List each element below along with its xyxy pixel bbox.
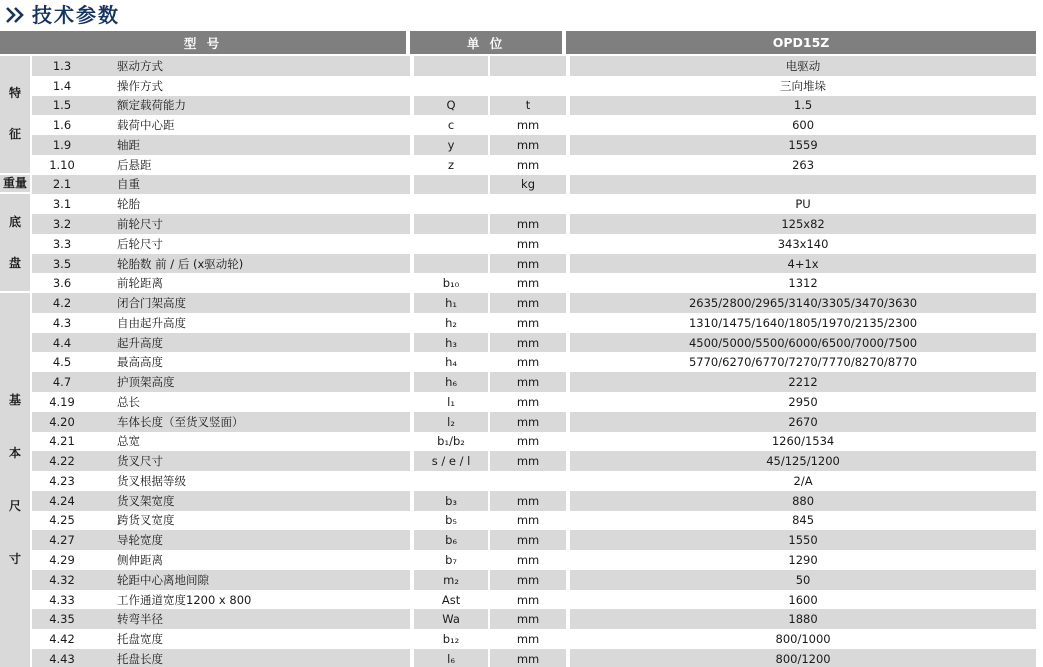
item-number: 4.4 [32,333,92,353]
item-unit: mm [488,451,566,471]
item-number: 4.32 [32,570,92,590]
item-number: 4.19 [32,392,92,412]
item-name: 车体长度（至货叉竖面） [92,412,410,432]
table-row [0,115,1036,135]
item-number: 1.6 [32,115,92,135]
item-name: 闭合门架高度 [92,293,410,313]
item-name: 导轮宽度 [92,530,410,550]
item-unit: mm [488,214,566,234]
item-unit: kg [488,175,566,195]
item-symbol: b₁₂ [410,629,488,649]
item-name: 转弯半径 [92,609,410,629]
section-title-bar [0,0,120,30]
item-symbol: c [410,115,488,135]
item-unit: mm [488,372,566,392]
item-symbol: b₁₀ [410,273,488,293]
item-number: 4.2 [32,293,92,313]
item-symbol [410,76,488,96]
header-unit: 单 位 [410,31,566,56]
table-row [0,432,1036,452]
item-unit: mm [488,550,566,570]
item-number: 4.43 [32,649,92,667]
category-char: 本 [8,445,21,460]
item-number: 3.2 [32,214,92,234]
item-unit: mm [488,629,566,649]
table-row [0,313,1036,333]
item-name: 轮胎 [92,194,410,214]
item-unit [488,471,566,491]
item-value: 600 [566,115,1036,135]
item-value [566,175,1036,195]
table-row [0,333,1036,353]
item-value: 1880 [566,609,1036,629]
category-char: 寸 [8,552,21,567]
item-number: 1.4 [32,76,92,96]
item-name: 前轮距离 [92,273,410,293]
table-row [0,451,1036,471]
item-unit: mm [488,511,566,531]
item-name: 工作通道宽度1200 x 800 [92,590,410,610]
item-value: PU [566,194,1036,214]
table-row [0,412,1036,432]
item-symbol: h₄ [410,352,488,372]
item-value: 1.5 [566,96,1036,116]
table-row [0,629,1036,649]
item-name: 跨货叉宽度 [92,511,410,531]
item-name: 总长 [92,392,410,412]
item-number: 4.24 [32,491,92,511]
category-char: 底 [8,214,21,229]
item-value: 5770/6270/6770/7270/7770/8270/8770 [566,352,1036,372]
item-number: 4.42 [32,629,92,649]
item-number: 1.9 [32,135,92,155]
category-label [0,56,32,175]
item-symbol [410,175,488,195]
item-symbol [410,254,488,274]
item-symbol: b₅ [410,511,488,531]
item-number: 3.3 [32,234,92,254]
item-unit: mm [488,649,566,667]
item-unit: mm [488,234,566,254]
item-symbol: l₆ [410,649,488,667]
item-value: 845 [566,511,1036,531]
item-number: 4.33 [32,590,92,610]
item-symbol: l₁ [410,392,488,412]
item-number: 3.5 [32,254,92,274]
table-row [0,590,1036,610]
item-symbol: Ast [410,590,488,610]
table-row [0,491,1036,511]
table-row [0,550,1036,570]
item-number: 4.29 [32,550,92,570]
item-value: 4+1x [566,254,1036,274]
item-value: 2950 [566,392,1036,412]
item-value: 50 [566,570,1036,590]
item-value: 880 [566,491,1036,511]
item-number: 1.5 [32,96,92,116]
item-value: 2212 [566,372,1036,392]
table-row [0,96,1036,116]
item-symbol [410,56,488,76]
table-row [0,273,1036,293]
item-value: 343x140 [566,234,1036,254]
item-name: 载荷中心距 [92,115,410,135]
table-row [0,234,1036,254]
item-unit: mm [488,570,566,590]
item-name: 货叉尺寸 [92,451,410,471]
spec-table [0,31,1036,667]
item-number: 4.22 [32,451,92,471]
item-symbol: l₂ [410,412,488,432]
double-chevron-right-icon [4,4,26,26]
table-row [0,76,1036,96]
item-symbol [410,194,488,214]
item-unit: t [488,96,566,116]
item-symbol: b₆ [410,530,488,550]
item-unit: mm [488,293,566,313]
item-symbol [410,471,488,491]
category-char: 盘 [8,255,21,270]
section-title: 技术参数 [32,3,120,27]
item-unit: mm [488,115,566,135]
table-header-row [0,31,1036,56]
item-value: 1310/1475/1640/1805/1970/2135/2300 [566,313,1036,333]
table-row [0,372,1036,392]
item-symbol: b₇ [410,550,488,570]
item-name: 护顶架高度 [92,372,410,392]
item-symbol: Wa [410,609,488,629]
item-name: 自重 [92,175,410,195]
spec-table-body [0,56,1036,667]
item-number: 4.5 [32,352,92,372]
item-name: 托盘长度 [92,649,410,667]
table-row [0,214,1036,234]
item-unit: mm [488,530,566,550]
item-symbol: h₂ [410,313,488,333]
item-number: 4.20 [32,412,92,432]
item-unit: mm [488,491,566,511]
item-name: 轮胎数 前 / 后 (x驱动轮) [92,254,410,274]
table-row [0,609,1036,629]
item-name: 货叉架宽度 [92,491,410,511]
item-name: 托盘宽度 [92,629,410,649]
table-row [0,530,1036,550]
item-symbol: y [410,135,488,155]
item-number: 4.35 [32,609,92,629]
item-number: 4.7 [32,372,92,392]
item-name: 起升高度 [92,333,410,353]
item-name: 最高高度 [92,352,410,372]
item-value: 4500/5000/5500/6000/6500/7000/7500 [566,333,1036,353]
item-value: 45/125/1200 [566,451,1036,471]
item-number: 4.27 [32,530,92,550]
item-value: 263 [566,155,1036,175]
item-name: 总宽 [92,432,410,452]
item-symbol [410,234,488,254]
item-value: 1600 [566,590,1036,610]
item-number: 1.3 [32,56,92,76]
table-row [0,570,1036,590]
table-row [0,135,1036,155]
item-value: 电驱动 [566,56,1036,76]
item-value: 1559 [566,135,1036,155]
item-symbol: z [410,155,488,175]
item-unit: mm [488,273,566,293]
item-number: 4.3 [32,313,92,333]
item-name: 额定载荷能力 [92,96,410,116]
item-symbol: h₁ [410,293,488,313]
item-value: 2670 [566,412,1036,432]
item-unit: mm [488,333,566,353]
item-number: 3.1 [32,194,92,214]
item-value: 125x82 [566,214,1036,234]
table-row [0,649,1036,667]
header-product: OPD15Z [566,31,1036,56]
item-unit: mm [488,432,566,452]
item-name: 轴距 [92,135,410,155]
table-row [0,471,1036,491]
category-char: 特 [8,86,21,101]
item-unit [488,56,566,76]
header-model: 型 号 [0,31,410,56]
item-value: 1290 [566,550,1036,570]
item-name: 自由起升高度 [92,313,410,333]
table-row [0,175,1036,195]
table-row [0,352,1036,372]
table-row [0,155,1036,175]
item-number: 4.25 [32,511,92,531]
category-char: 征 [8,127,21,142]
table-row [0,511,1036,531]
category-label [0,175,32,195]
item-unit: mm [488,155,566,175]
item-name: 侧伸距离 [92,550,410,570]
item-unit: mm [488,254,566,274]
item-value: 三向堆垛 [566,76,1036,96]
item-unit: mm [488,392,566,412]
category-char: 重量 [2,175,27,190]
item-value: 1312 [566,273,1036,293]
item-name: 货叉根据等级 [92,471,410,491]
item-unit [488,76,566,96]
table-row [0,194,1036,214]
item-name: 驱动方式 [92,56,410,76]
item-number: 3.6 [32,273,92,293]
item-name: 后悬距 [92,155,410,175]
category-label [0,293,32,667]
category-char: 尺 [8,498,21,513]
item-value: 1550 [566,530,1036,550]
category-char: 基 [8,392,21,407]
category-label [0,194,32,293]
item-unit: mm [488,590,566,610]
table-row [0,392,1036,412]
item-number: 1.10 [32,155,92,175]
item-symbol: b₃ [410,491,488,511]
table-row [0,254,1036,274]
item-symbol: h₆ [410,372,488,392]
item-unit: mm [488,609,566,629]
table-row [0,293,1036,313]
item-number: 2.1 [32,175,92,195]
item-value: 2635/2800/2965/3140/3305/3470/3630 [566,293,1036,313]
item-value: 1260/1534 [566,432,1036,452]
item-symbol: Q [410,96,488,116]
item-unit: mm [488,352,566,372]
item-symbol: h₃ [410,333,488,353]
item-unit: mm [488,313,566,333]
item-unit: mm [488,135,566,155]
item-name: 操作方式 [92,76,410,96]
item-name: 轮距中心离地间隙 [92,570,410,590]
item-symbol: m₂ [410,570,488,590]
item-symbol: s / e / l [410,451,488,471]
item-number: 4.21 [32,432,92,452]
item-name: 后轮尺寸 [92,234,410,254]
item-unit: mm [488,412,566,432]
item-value: 2/A [566,471,1036,491]
item-value: 800/1000 [566,629,1036,649]
item-unit [488,194,566,214]
table-row [0,56,1036,76]
item-symbol: b₁/b₂ [410,432,488,452]
item-name: 前轮尺寸 [92,214,410,234]
item-symbol [410,214,488,234]
item-number: 4.23 [32,471,92,491]
item-value: 800/1200 [566,649,1036,667]
